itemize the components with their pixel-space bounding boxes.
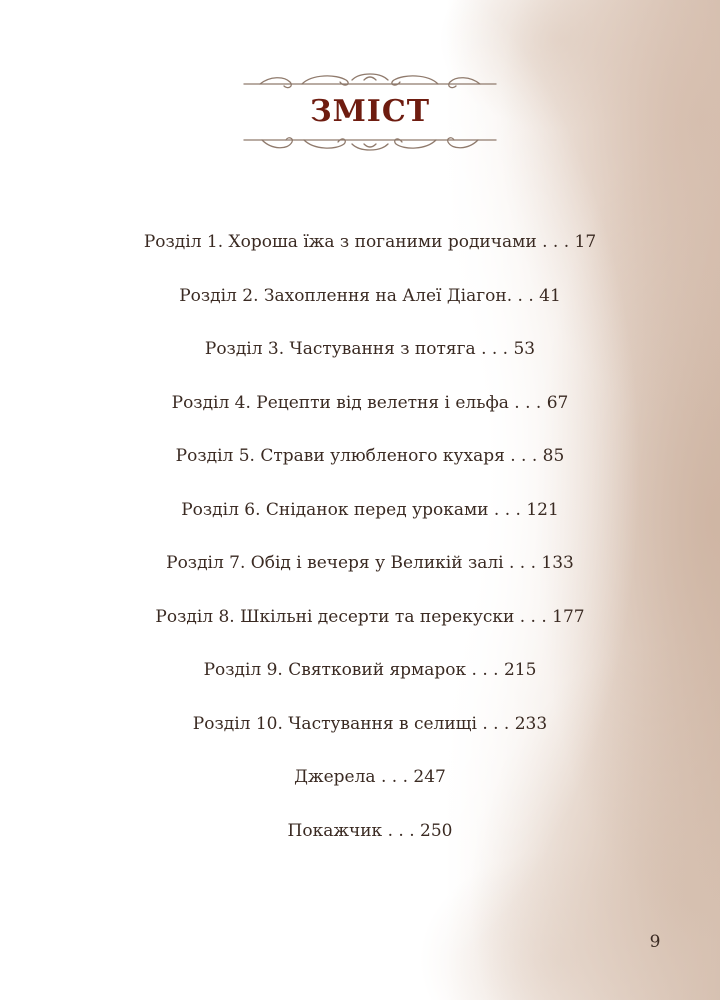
flourish-bottom-icon [240,132,500,154]
toc-entry[interactable]: Покажчик . . . 250 [287,820,453,841]
table-of-contents [0,222,720,864]
toc-entry[interactable]: Розділ 2. Захоплення на Алеї Діагон. . . 41 [179,285,561,306]
toc-entry[interactable]: Розділ 1. Хороша їжа з поганими родичами . . . 17 [143,232,597,252]
flourish-top-icon [240,70,500,92]
toc-entry[interactable]: Розділ 4. Рецепти від велетня і ельфа . . . 67 [171,392,569,413]
toc-entry[interactable]: Джерела . . . 247 [294,767,446,787]
toc-entry[interactable]: Розділ 8. Шкільні десерти та перекуски . . . 177 [155,606,585,627]
toc-entry[interactable]: Розділ 5. Страви улюбленого кухаря . . . 85 [175,446,565,466]
toc-header [240,70,500,160]
toc-entry[interactable]: Розділ 3. Частування з потяга . . . 53 [204,339,536,359]
toc-entry[interactable]: Розділ 9. Святковий ярмарок . . . 215 [203,660,537,680]
toc-title: ЗМІСТ [309,94,431,129]
toc-entry[interactable]: Розділ 10. Частування в селищі . . . 233 [192,713,548,734]
page-number: 9 [649,932,661,952]
toc-entry[interactable]: Розділ 6. Сніданок перед уроками . . . 121 [181,499,559,520]
toc-entry[interactable]: Розділ 7. Обід і вечеря у Великій залі . . . 133 [166,553,574,573]
